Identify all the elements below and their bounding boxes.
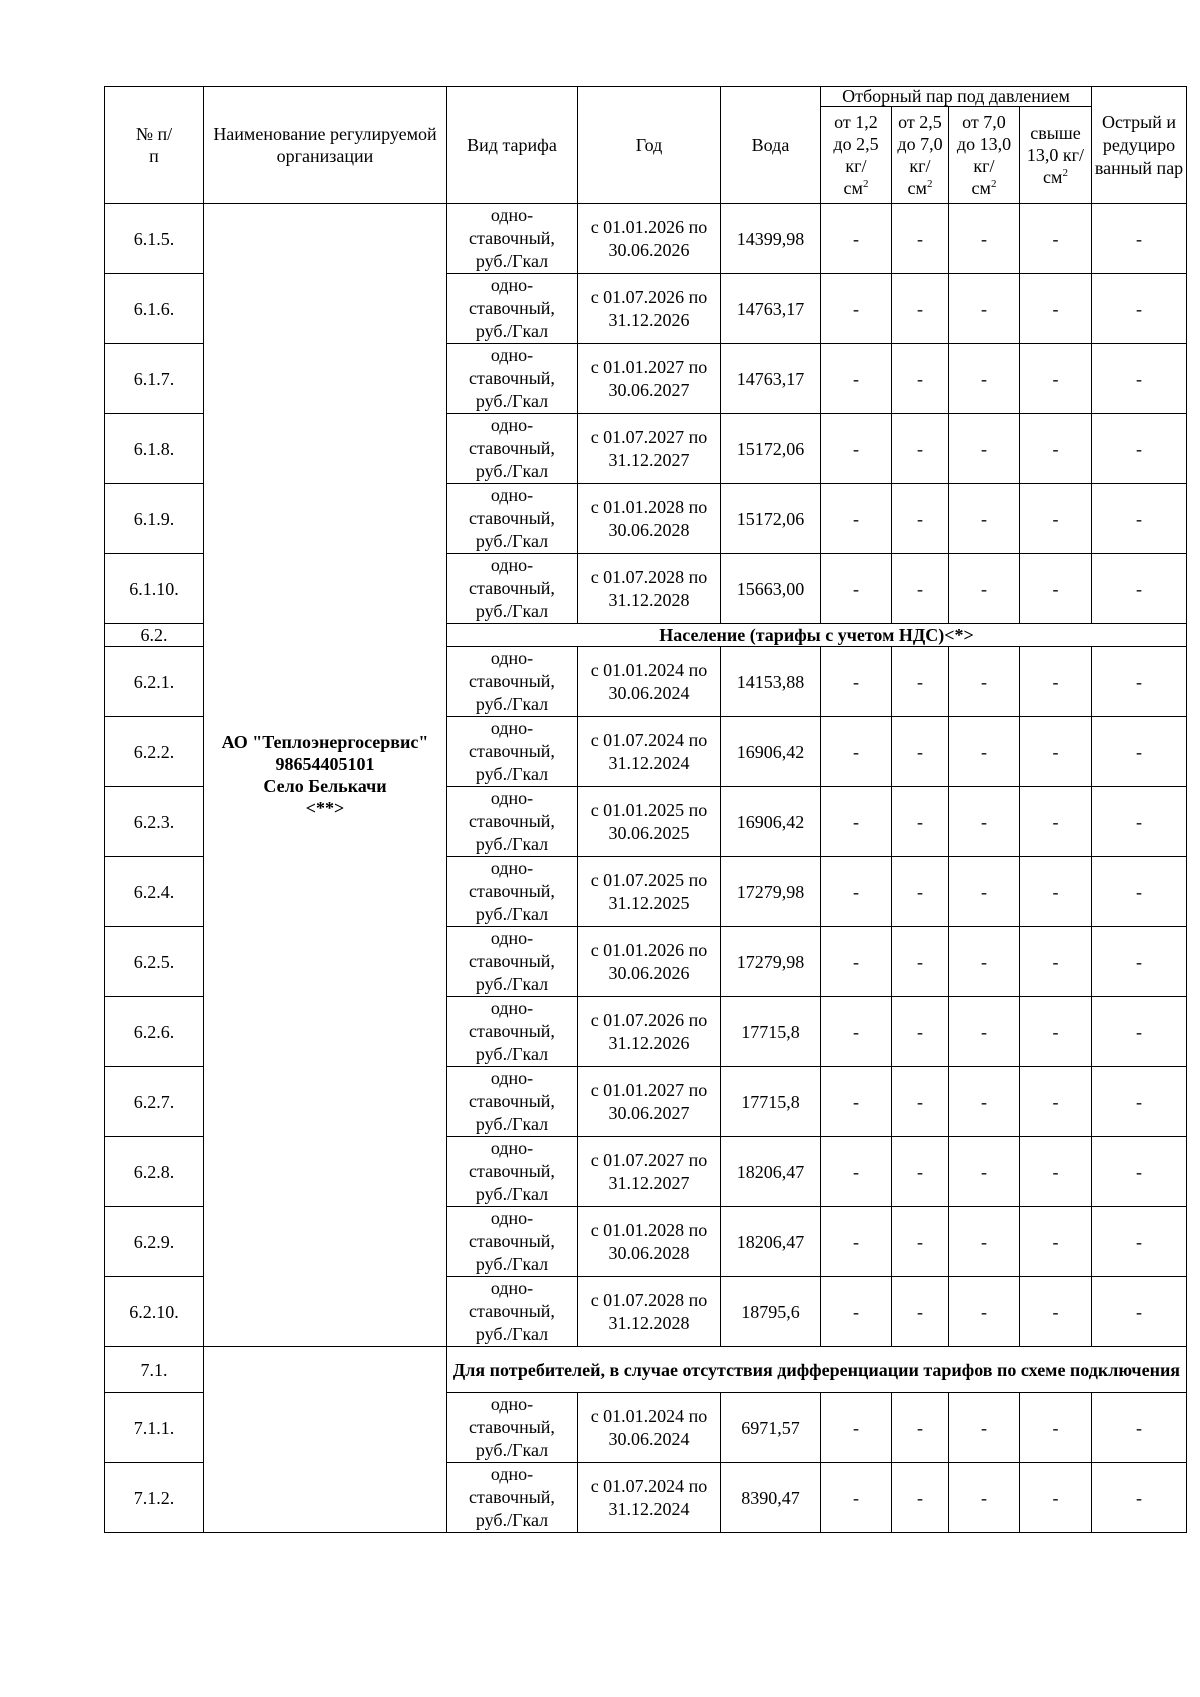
period-start: с 01.07.2028 по bbox=[590, 1289, 708, 1310]
tariff-type bbox=[447, 1463, 578, 1533]
period-end: 31.12.2027 bbox=[608, 1172, 690, 1193]
water-value: 14763,17 bbox=[721, 274, 821, 344]
empty-value: - bbox=[1092, 344, 1187, 414]
tariff-type-line: руб./Гкал bbox=[475, 251, 549, 271]
period bbox=[578, 554, 721, 624]
empty-value: - bbox=[1092, 274, 1187, 344]
tariff-type-line: ставочный, bbox=[469, 811, 555, 831]
table-row bbox=[105, 204, 1187, 274]
period bbox=[578, 857, 721, 927]
tariff-type bbox=[447, 997, 578, 1067]
header-year: Год bbox=[578, 87, 721, 204]
empty-value: - bbox=[892, 1277, 949, 1347]
water-value: 16906,42 bbox=[721, 787, 821, 857]
tariff-type-line: одно- bbox=[490, 205, 534, 225]
period-end: 31.12.2028 bbox=[608, 1312, 690, 1333]
empty-value: - bbox=[892, 204, 949, 274]
tariff-type-line: одно- bbox=[490, 998, 534, 1018]
row-number: 6.2.2. bbox=[105, 717, 204, 787]
period bbox=[578, 274, 721, 344]
unit-sup: 2 bbox=[862, 178, 869, 190]
row-number: 6.1.5. bbox=[105, 204, 204, 274]
empty-value: - bbox=[1020, 554, 1092, 624]
empty-value: - bbox=[949, 1393, 1020, 1463]
header-pressure-1-label: от 1,2 до 2,5 кг/ bbox=[833, 112, 879, 176]
tariff-type-line: ставочный, bbox=[469, 508, 555, 528]
tariff-type-line: руб./Гкал bbox=[475, 1440, 549, 1460]
empty-value: - bbox=[821, 484, 892, 554]
tariff-type-line: одно- bbox=[490, 788, 534, 808]
header-pressure-3 bbox=[949, 107, 1020, 204]
empty-value: - bbox=[1020, 344, 1092, 414]
tariff-type-line: ставочный, bbox=[469, 1301, 555, 1321]
organization-cell bbox=[204, 204, 447, 1347]
empty-value: - bbox=[1092, 554, 1187, 624]
empty-value: - bbox=[1020, 414, 1092, 484]
unit-label: см bbox=[843, 178, 863, 198]
empty-value: - bbox=[821, 997, 892, 1067]
row-number: 6.2.8. bbox=[105, 1137, 204, 1207]
tariff-type-line: одно- bbox=[490, 275, 534, 295]
period-start: с 01.07.2024 по bbox=[590, 729, 708, 750]
row-number: 7.1.1. bbox=[105, 1393, 204, 1463]
empty-value: - bbox=[892, 1207, 949, 1277]
empty-value: - bbox=[821, 554, 892, 624]
period-start: с 01.01.2024 по bbox=[590, 1405, 708, 1426]
organization-name: АО "Теплоэнергосервис" bbox=[221, 732, 429, 752]
empty-value: - bbox=[949, 997, 1020, 1067]
tariff-type bbox=[447, 1137, 578, 1207]
period-end: 30.06.2028 bbox=[608, 519, 690, 540]
empty-value: - bbox=[1092, 717, 1187, 787]
water-value: 14763,17 bbox=[721, 344, 821, 414]
water-value: 16906,42 bbox=[721, 717, 821, 787]
empty-value: - bbox=[1020, 204, 1092, 274]
empty-value: - bbox=[1020, 274, 1092, 344]
period bbox=[578, 647, 721, 717]
period-end: 30.06.2027 bbox=[608, 379, 690, 400]
period bbox=[578, 344, 721, 414]
tariff-type-line: руб./Гкал bbox=[475, 1114, 549, 1134]
unit-label: см bbox=[1043, 167, 1063, 187]
empty-value: - bbox=[1092, 1137, 1187, 1207]
period-end: 30.06.2026 bbox=[608, 962, 690, 983]
empty-value: - bbox=[949, 204, 1020, 274]
empty-value: - bbox=[821, 717, 892, 787]
tariff-type-line: одно- bbox=[490, 858, 534, 878]
period bbox=[578, 1393, 721, 1463]
tariff-type-line: одно- bbox=[490, 485, 534, 505]
period-start: с 01.07.2024 по bbox=[590, 1475, 708, 1496]
period-start: с 01.07.2026 по bbox=[590, 1009, 708, 1030]
empty-value: - bbox=[821, 1393, 892, 1463]
empty-value: - bbox=[821, 1463, 892, 1533]
tariff-type-line: одно- bbox=[490, 718, 534, 738]
tariff-type-line: ставочный, bbox=[469, 1231, 555, 1251]
empty-value: - bbox=[949, 717, 1020, 787]
row-number: 6.2.3. bbox=[105, 787, 204, 857]
water-value: 17715,8 bbox=[721, 997, 821, 1067]
water-value: 15663,00 bbox=[721, 554, 821, 624]
tariff-type-line: ставочный, bbox=[469, 1091, 555, 1111]
water-value: 18795,6 bbox=[721, 1277, 821, 1347]
tariff-type-line: одно- bbox=[490, 1208, 534, 1228]
section-number: 6.2. bbox=[105, 624, 204, 647]
water-value: 14399,98 bbox=[721, 204, 821, 274]
empty-value: - bbox=[949, 1463, 1020, 1533]
tariff-type-line: руб./Гкал bbox=[475, 1324, 549, 1344]
header-pressure-3-label: от 7,0 до 13,0 кг/ bbox=[956, 112, 1012, 176]
empty-value: - bbox=[1020, 1137, 1092, 1207]
tariff-type bbox=[447, 787, 578, 857]
tariff-type bbox=[447, 1393, 578, 1463]
period-end: 31.12.2025 bbox=[608, 892, 690, 913]
tariff-type-line: ставочный, bbox=[469, 671, 555, 691]
empty-value: - bbox=[1092, 1207, 1187, 1277]
period bbox=[578, 1137, 721, 1207]
tariff-type-line: ставочный, bbox=[469, 298, 555, 318]
empty-value: - bbox=[892, 717, 949, 787]
empty-value: - bbox=[821, 274, 892, 344]
period-end: 30.06.2026 bbox=[608, 239, 690, 260]
empty-value: - bbox=[1092, 927, 1187, 997]
tariff-type-line: одно- bbox=[490, 1138, 534, 1158]
empty-value: - bbox=[949, 857, 1020, 927]
empty-value: - bbox=[1092, 1463, 1187, 1533]
unit-sup: 2 bbox=[926, 178, 933, 190]
empty-value: - bbox=[1020, 1463, 1092, 1533]
tariff-type-line: ставочный, bbox=[469, 1021, 555, 1041]
tariff-type bbox=[447, 414, 578, 484]
section-title: Население (тарифы с учетом НДС)<*> bbox=[447, 624, 1187, 647]
row-number: 6.2.4. bbox=[105, 857, 204, 927]
period bbox=[578, 927, 721, 997]
empty-value: - bbox=[892, 1393, 949, 1463]
tariff-type-line: руб./Гкал bbox=[475, 1184, 549, 1204]
tariff-type-line: руб./Гкал bbox=[475, 321, 549, 341]
period bbox=[578, 1277, 721, 1347]
empty-value: - bbox=[949, 1137, 1020, 1207]
empty-value: - bbox=[1092, 857, 1187, 927]
empty-value: - bbox=[821, 1067, 892, 1137]
empty-value: - bbox=[821, 1277, 892, 1347]
empty-value: - bbox=[949, 554, 1020, 624]
tariff-type-line: ставочный, bbox=[469, 578, 555, 598]
empty-value: - bbox=[949, 1277, 1020, 1347]
tariff-type-line: одно- bbox=[490, 1394, 534, 1414]
empty-value: - bbox=[1092, 484, 1187, 554]
row-number: 6.1.9. bbox=[105, 484, 204, 554]
period-start: с 01.01.2026 по bbox=[590, 939, 708, 960]
empty-value: - bbox=[949, 927, 1020, 997]
empty-value: - bbox=[1020, 787, 1092, 857]
empty-value: - bbox=[1092, 414, 1187, 484]
empty-value: - bbox=[1092, 1067, 1187, 1137]
row-number: 6.2.9. bbox=[105, 1207, 204, 1277]
empty-value: - bbox=[821, 647, 892, 717]
empty-value: - bbox=[892, 274, 949, 344]
empty-value: - bbox=[1020, 1067, 1092, 1137]
tariff-type-line: ставочный, bbox=[469, 438, 555, 458]
row-number: 6.1.7. bbox=[105, 344, 204, 414]
tariff-type-line: руб./Гкал bbox=[475, 1044, 549, 1064]
tariff-type-line: руб./Гкал bbox=[475, 694, 549, 714]
tariff-type-line: одно- bbox=[490, 1464, 534, 1484]
water-value: 17279,98 bbox=[721, 927, 821, 997]
row-number: 7.1.2. bbox=[105, 1463, 204, 1533]
water-value: 6971,57 bbox=[721, 1393, 821, 1463]
empty-value: - bbox=[892, 484, 949, 554]
period-start: с 01.01.2025 по bbox=[590, 799, 708, 820]
empty-value: - bbox=[1020, 647, 1092, 717]
tariff-type-line: ставочный, bbox=[469, 228, 555, 248]
tariff-type-line: ставочный, bbox=[469, 881, 555, 901]
empty-value: - bbox=[892, 857, 949, 927]
empty-value: - bbox=[1020, 717, 1092, 787]
row-number: 6.1.6. bbox=[105, 274, 204, 344]
empty-value: - bbox=[821, 857, 892, 927]
period-start: с 01.01.2027 по bbox=[590, 356, 708, 377]
row-number: 6.2.7. bbox=[105, 1067, 204, 1137]
period-start: с 01.07.2025 по bbox=[590, 869, 708, 890]
period bbox=[578, 997, 721, 1067]
tariff-type-line: одно- bbox=[490, 555, 534, 575]
empty-value: - bbox=[892, 1067, 949, 1137]
tariff-type bbox=[447, 484, 578, 554]
period-start: с 01.07.2028 по bbox=[590, 566, 708, 587]
empty-value: - bbox=[1092, 204, 1187, 274]
period bbox=[578, 1067, 721, 1137]
tariff-type-line: руб./Гкал bbox=[475, 974, 549, 994]
empty-value: - bbox=[1092, 787, 1187, 857]
empty-value: - bbox=[892, 1463, 949, 1533]
tariff-type-line: руб./Гкал bbox=[475, 531, 549, 551]
tariff-type bbox=[447, 204, 578, 274]
empty-value: - bbox=[892, 1137, 949, 1207]
tariff-type-line: одно- bbox=[490, 648, 534, 668]
empty-value: - bbox=[949, 1067, 1020, 1137]
period bbox=[578, 787, 721, 857]
tariff-type-line: одно- bbox=[490, 415, 534, 435]
empty-value: - bbox=[821, 344, 892, 414]
water-value: 14153,88 bbox=[721, 647, 821, 717]
unit-sup: 2 bbox=[1062, 167, 1068, 179]
tariff-type-line: ставочный, bbox=[469, 741, 555, 761]
tariff-type-line: ставочный, bbox=[469, 1161, 555, 1181]
empty-value: - bbox=[892, 787, 949, 857]
empty-value: - bbox=[949, 787, 1020, 857]
empty-value: - bbox=[1020, 484, 1092, 554]
tariff-type bbox=[447, 927, 578, 997]
water-value: 18206,47 bbox=[721, 1137, 821, 1207]
tariff-type bbox=[447, 1207, 578, 1277]
period bbox=[578, 204, 721, 274]
period bbox=[578, 1207, 721, 1277]
period-start: с 01.07.2026 по bbox=[590, 286, 708, 307]
tariff-type-line: ставочный, bbox=[469, 1487, 555, 1507]
tariff-type-line: одно- bbox=[490, 345, 534, 365]
tariff-type-line: ставочный, bbox=[469, 1417, 555, 1437]
section-row bbox=[105, 1347, 1187, 1393]
tariff-type-line: одно- bbox=[490, 1278, 534, 1298]
header-sharp-steam: Острый и редуциро ванный пар bbox=[1092, 87, 1187, 204]
header-pressure-2-label: от 2,5 до 7,0 кг/ bbox=[897, 112, 943, 176]
period-end: 30.06.2027 bbox=[608, 1102, 690, 1123]
tariff-type bbox=[447, 857, 578, 927]
tariff-type-line: руб./Гкал bbox=[475, 1510, 549, 1530]
empty-value: - bbox=[949, 484, 1020, 554]
period-end: 31.12.2026 bbox=[608, 1032, 690, 1053]
period bbox=[578, 717, 721, 787]
tariff-type-line: руб./Гкал bbox=[475, 391, 549, 411]
period-end: 31.12.2024 bbox=[608, 1498, 690, 1519]
organization-note: <**> bbox=[305, 798, 345, 818]
tariff-type-line: руб./Гкал bbox=[475, 1254, 549, 1274]
unit-label: см bbox=[907, 178, 927, 198]
row-number: 6.1.10. bbox=[105, 554, 204, 624]
section-number: 7.1. bbox=[105, 1347, 204, 1393]
period-end: 30.06.2025 bbox=[608, 822, 690, 843]
row-number: 6.1.8. bbox=[105, 414, 204, 484]
water-value: 8390,47 bbox=[721, 1463, 821, 1533]
period-end: 30.06.2024 bbox=[608, 1428, 690, 1449]
period bbox=[578, 1463, 721, 1533]
tariff-type-line: ставочный, bbox=[469, 951, 555, 971]
empty-value: - bbox=[1092, 647, 1187, 717]
period bbox=[578, 414, 721, 484]
empty-value: - bbox=[821, 787, 892, 857]
row-number: 6.2.6. bbox=[105, 997, 204, 1067]
empty-value: - bbox=[892, 344, 949, 414]
section-title: Для потребителей, в случае отсутствия дифференциации тарифов по схеме подключения bbox=[447, 1347, 1187, 1393]
period-end: 31.12.2026 bbox=[608, 309, 690, 330]
period-end: 30.06.2028 bbox=[608, 1242, 690, 1263]
header-pressure-2 bbox=[892, 107, 949, 204]
period-start: с 01.01.2026 по bbox=[590, 216, 708, 237]
organization-cell-empty bbox=[204, 1347, 447, 1533]
empty-value: - bbox=[892, 927, 949, 997]
period-start: с 01.01.2028 по bbox=[590, 496, 708, 517]
water-value: 15172,06 bbox=[721, 484, 821, 554]
period-start: с 01.07.2027 по bbox=[590, 1149, 708, 1170]
tariff-table bbox=[104, 86, 1187, 1533]
empty-value: - bbox=[1020, 857, 1092, 927]
empty-value: - bbox=[1020, 1207, 1092, 1277]
header-pressure-4-label: свыше 13,0 кг/ bbox=[1026, 123, 1085, 165]
tariff-type-line: одно- bbox=[490, 1068, 534, 1088]
period-end: 31.12.2027 bbox=[608, 449, 690, 470]
empty-value: - bbox=[892, 997, 949, 1067]
empty-value: - bbox=[1092, 997, 1187, 1067]
empty-value: - bbox=[892, 414, 949, 484]
period-end: 30.06.2024 bbox=[608, 682, 690, 703]
empty-value: - bbox=[949, 414, 1020, 484]
header-no: № п/п bbox=[105, 87, 204, 204]
empty-value: - bbox=[821, 414, 892, 484]
tariff-type-line: руб./Гкал bbox=[475, 764, 549, 784]
empty-value: - bbox=[821, 1137, 892, 1207]
empty-value: - bbox=[1020, 997, 1092, 1067]
row-number: 6.2.5. bbox=[105, 927, 204, 997]
period-end: 31.12.2024 bbox=[608, 752, 690, 773]
organization-place: Село Белькачи bbox=[263, 776, 387, 796]
empty-value: - bbox=[1020, 1393, 1092, 1463]
empty-value: - bbox=[892, 647, 949, 717]
tariff-type bbox=[447, 1067, 578, 1137]
empty-value: - bbox=[821, 204, 892, 274]
water-value: 15172,06 bbox=[721, 414, 821, 484]
tariff-type bbox=[447, 554, 578, 624]
tariff-type-line: ставочный, bbox=[469, 368, 555, 388]
row-number: 6.2.1. bbox=[105, 647, 204, 717]
period-end: 31.12.2028 bbox=[608, 589, 690, 610]
header-pressure-4 bbox=[1020, 107, 1092, 204]
row-number: 6.2.10. bbox=[105, 1277, 204, 1347]
tariff-type bbox=[447, 1277, 578, 1347]
empty-value: - bbox=[892, 554, 949, 624]
tariff-type-line: руб./Гкал bbox=[475, 601, 549, 621]
header-water: Вода bbox=[721, 87, 821, 204]
period bbox=[578, 484, 721, 554]
organization-inn: 98654405101 bbox=[275, 754, 375, 774]
empty-value: - bbox=[821, 927, 892, 997]
empty-value: - bbox=[1020, 927, 1092, 997]
empty-value: - bbox=[1092, 1277, 1187, 1347]
empty-value: - bbox=[949, 274, 1020, 344]
tariff-type bbox=[447, 274, 578, 344]
water-value: 17715,8 bbox=[721, 1067, 821, 1137]
tariff-type-line: руб./Гкал bbox=[475, 461, 549, 481]
empty-value: - bbox=[1092, 1393, 1187, 1463]
tariff-type-line: одно- bbox=[490, 928, 534, 948]
header-steam-group: Отборный пар под давлением bbox=[821, 87, 1092, 107]
period-start: с 01.07.2027 по bbox=[590, 426, 708, 447]
empty-value: - bbox=[949, 344, 1020, 414]
tariff-type-line: руб./Гкал bbox=[475, 834, 549, 854]
period-start: с 01.01.2024 по bbox=[590, 659, 708, 680]
empty-value: - bbox=[949, 1207, 1020, 1277]
water-value: 18206,47 bbox=[721, 1207, 821, 1277]
tariff-type bbox=[447, 647, 578, 717]
unit-sup: 2 bbox=[990, 178, 997, 190]
period-start: с 01.01.2027 по bbox=[590, 1079, 708, 1100]
unit-label: см bbox=[971, 178, 991, 198]
header-tariff: Вид тарифа bbox=[447, 87, 578, 204]
period-start: с 01.01.2028 по bbox=[590, 1219, 708, 1240]
tariff-type-line: руб./Гкал bbox=[475, 904, 549, 924]
header-org: Наименование регулируемой организации bbox=[204, 87, 447, 204]
empty-value: - bbox=[949, 647, 1020, 717]
tariff-type bbox=[447, 344, 578, 414]
empty-value: - bbox=[1020, 1277, 1092, 1347]
header-pressure-1 bbox=[821, 107, 892, 204]
water-value: 17279,98 bbox=[721, 857, 821, 927]
empty-value: - bbox=[821, 1207, 892, 1277]
tariff-type bbox=[447, 717, 578, 787]
